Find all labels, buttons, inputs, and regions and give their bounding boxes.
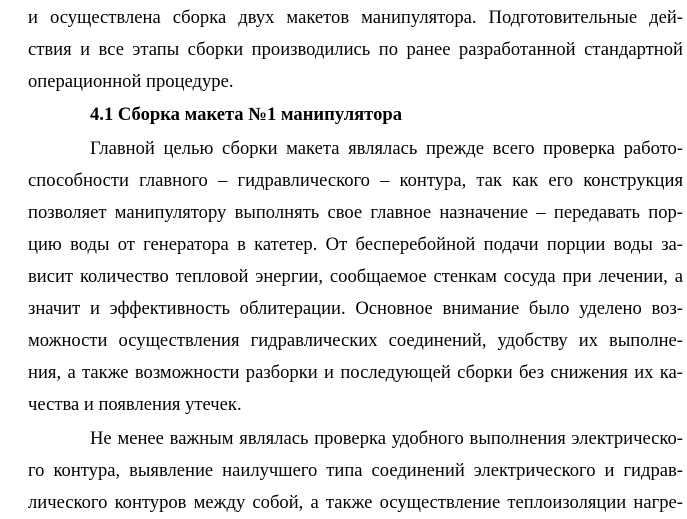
text-line: Главной целью сборки макета являлась прежде всего проверка работо-: [90, 138, 683, 159]
text-line: лического контуров между собой, а также осуществление теплоизоляции нагре-: [28, 492, 683, 513]
text-line: ствия и все этапы сборки производились по ранее разработанной стандартной: [28, 39, 683, 60]
text-line: можности осуществления гидравлических соединений, удобству их выполне-: [28, 330, 683, 351]
text-line: позволяет манипулятору выполнять свое главное назначение – передавать пор-: [28, 202, 683, 223]
text-line: значит и эффективность облитерации. Основное внимание было уделено воз-: [28, 298, 683, 319]
text-line: висит количество тепловой энергии, сообщаемое стенкам сосуда при лечении, а: [28, 266, 683, 287]
text-line: операционной процедуре.: [28, 71, 234, 92]
text-line: чества и появления утечек.: [28, 394, 242, 415]
text-line: Не менее важным являлась проверка удобного выполнения электрическо-: [90, 428, 683, 449]
text-line: го контура, выявление наилучшего типа соединений электрического и гидрав-: [28, 460, 683, 481]
text-line: способности главного – гидравлического – контура, так как его конструкция: [28, 170, 683, 191]
text-line: цию воды от генератора в катетер. От бесперебойной подачи порции воды за-: [28, 234, 683, 255]
text-line: и осуществлена сборка двух макетов манипулятора. Подготовительные дей-: [28, 7, 683, 28]
text-line: ния, а также возможности разборки и последующей сборки без снижения их ка-: [28, 362, 683, 383]
section-heading: 4.1 Сборка макета №1 манипулятора: [90, 104, 403, 125]
